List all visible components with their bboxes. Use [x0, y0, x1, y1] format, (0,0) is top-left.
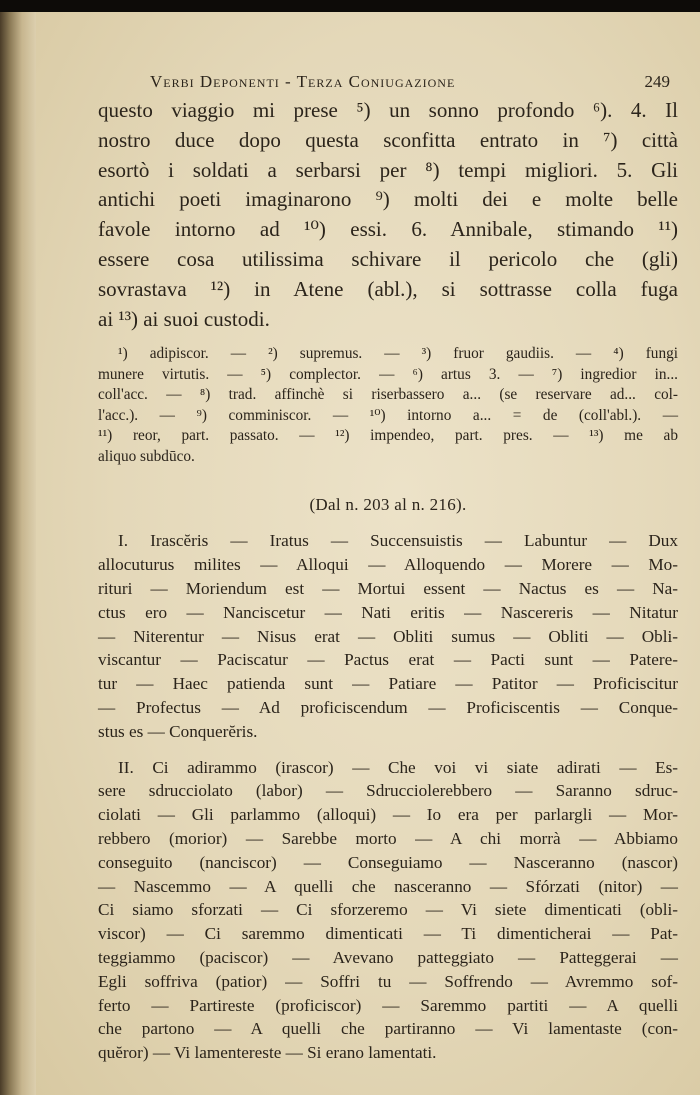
running-header — [98, 68, 678, 96]
book-spine — [0, 12, 36, 1095]
list-line: — Niterentur — Nisus erat — Obliti sumus — Obliti — Obli- — [98, 626, 678, 646]
text-line: nostro duce dopo questa sconfitta entrato in ⁷) città — [98, 127, 678, 152]
list-line: Ci siamo sforzati — Ci sforzeremo — Vi siete dimenticati (obli- — [98, 900, 678, 920]
list-line: II. Ci adirammo (irascor) — Che voi vi siate adirati — Es- — [118, 757, 678, 777]
top-border — [0, 0, 700, 12]
list-line: viscantur — Paciscatur — Pactus erat — Pacti sunt — Patere- — [98, 650, 678, 670]
footnote-line: munere virtutis. — ⁵) complector. — ⁶) artus 3. — ⁷) ingredior in... — [98, 365, 678, 383]
text-line: favole intorno ad ¹⁰) essi. 6. Annibale, stimando ¹¹) — [98, 217, 678, 242]
text-line: sovrastava ¹²) in Atene (abl.), si sottrasse colla fuga — [98, 276, 678, 301]
list-line: che partono — A quelli che partiranno — Vi lamentaste (con- — [98, 1019, 678, 1039]
text-line: ai ¹³) ai suoi custodi. — [98, 306, 270, 331]
list-line: quĕror) — Vi lamentereste — Si erano lamentati. — [98, 1043, 437, 1063]
list-line: viscor) — Ci saremmo dimenticati — Ti dimenticherai — Pat- — [98, 924, 678, 944]
list-line: allocuturus milites — Alloqui — Alloquendo — Morere — Mo- — [98, 555, 678, 575]
text-line: esortò i soldati a serbarsi per ⁸) tempi migliori. 5. Gli — [98, 157, 678, 182]
page-number: 249 — [644, 72, 670, 91]
section-two — [98, 756, 678, 1065]
list-line: I. Irascĕris — Iratus — Succensuistis — Labuntur — Dux — [118, 531, 678, 551]
footnote-line: ¹¹) reor, part. passato. — ¹²) impendeo, part. pres. — ¹³) me ab — [98, 427, 678, 445]
list-line: — Profectus — Ad proficiscendum — Proficiscentis — Conque- — [98, 697, 678, 717]
list-line: sere sdrucciolato (labor) — Sdrucciolerebbero — Saranno sdruc- — [98, 781, 678, 801]
list-line: teggiammo (paciscor) — Avevano patteggiato — Patteggerai — — [98, 947, 678, 967]
list-line: ciolati — Gli parlammo (alloqui) — Io era per parlargli — Mor- — [98, 805, 678, 825]
running-title: Verbi Deponenti - Terza Coniugazione — [150, 72, 456, 91]
exercise-text — [98, 96, 678, 334]
list-line: stus es — Conquerĕris. — [98, 721, 258, 741]
list-line: ferto — Partireste (proficiscor) — Saremmo partiti — A quelli — [98, 995, 678, 1015]
list-line: rebbero (morior) — Sarebbe morto — A chi morrà — Abbiamo — [98, 828, 678, 848]
footnote-line: ¹) adipiscor. — ²) supremus. — ³) fruor gaudiis. — ⁴) fungi — [118, 345, 678, 363]
section-one — [98, 529, 678, 743]
page-content — [98, 68, 678, 1065]
list-line: ctus ero — Nanciscetur — Nati eritis — Nascereris — Nitatur — [98, 602, 678, 622]
text-line: antichi poeti imaginarono ⁹) molti dei e molte belle — [98, 187, 678, 212]
section-range-heading: (Dal n. 203 al n. 216). — [309, 495, 467, 515]
footnote-line: l'acc.). — ⁹) comminiscor. — ¹⁰) intorno a... = de (coll'abl.). — — [98, 406, 678, 424]
list-line: tur — Haec patienda sunt — Patiare — Patitor — Proficiscitur — [98, 674, 678, 694]
footnotes — [98, 344, 678, 467]
list-line: Egli soffriva (patior) — Soffri tu — Soffrendo — Avremmo sof- — [98, 971, 678, 991]
list-line: rituri — Moriendum est — Mortui essent — Nactus es — Na- — [98, 578, 678, 598]
footnote-line: aliquo subdūco. — [98, 447, 195, 465]
list-line: — Nascemmo — A quelli che nasceranno — Sfórzati (nitor) — — [98, 876, 678, 896]
list-line: conseguito (nanciscor) — Conseguiamo — Nasceranno (nascor) — [98, 852, 678, 872]
footnote-line: coll'acc. — ⁸) trad. affinchè si riserbassero a... (se reservare ad... col- — [98, 386, 678, 404]
text-line: essere cosa utilissima schivare il pericolo che (gli) — [98, 246, 678, 271]
book-page — [36, 12, 700, 1095]
text-line: questo viaggio mi prese ⁵) un sonno profondo ⁶). 4. Il — [98, 98, 678, 122]
